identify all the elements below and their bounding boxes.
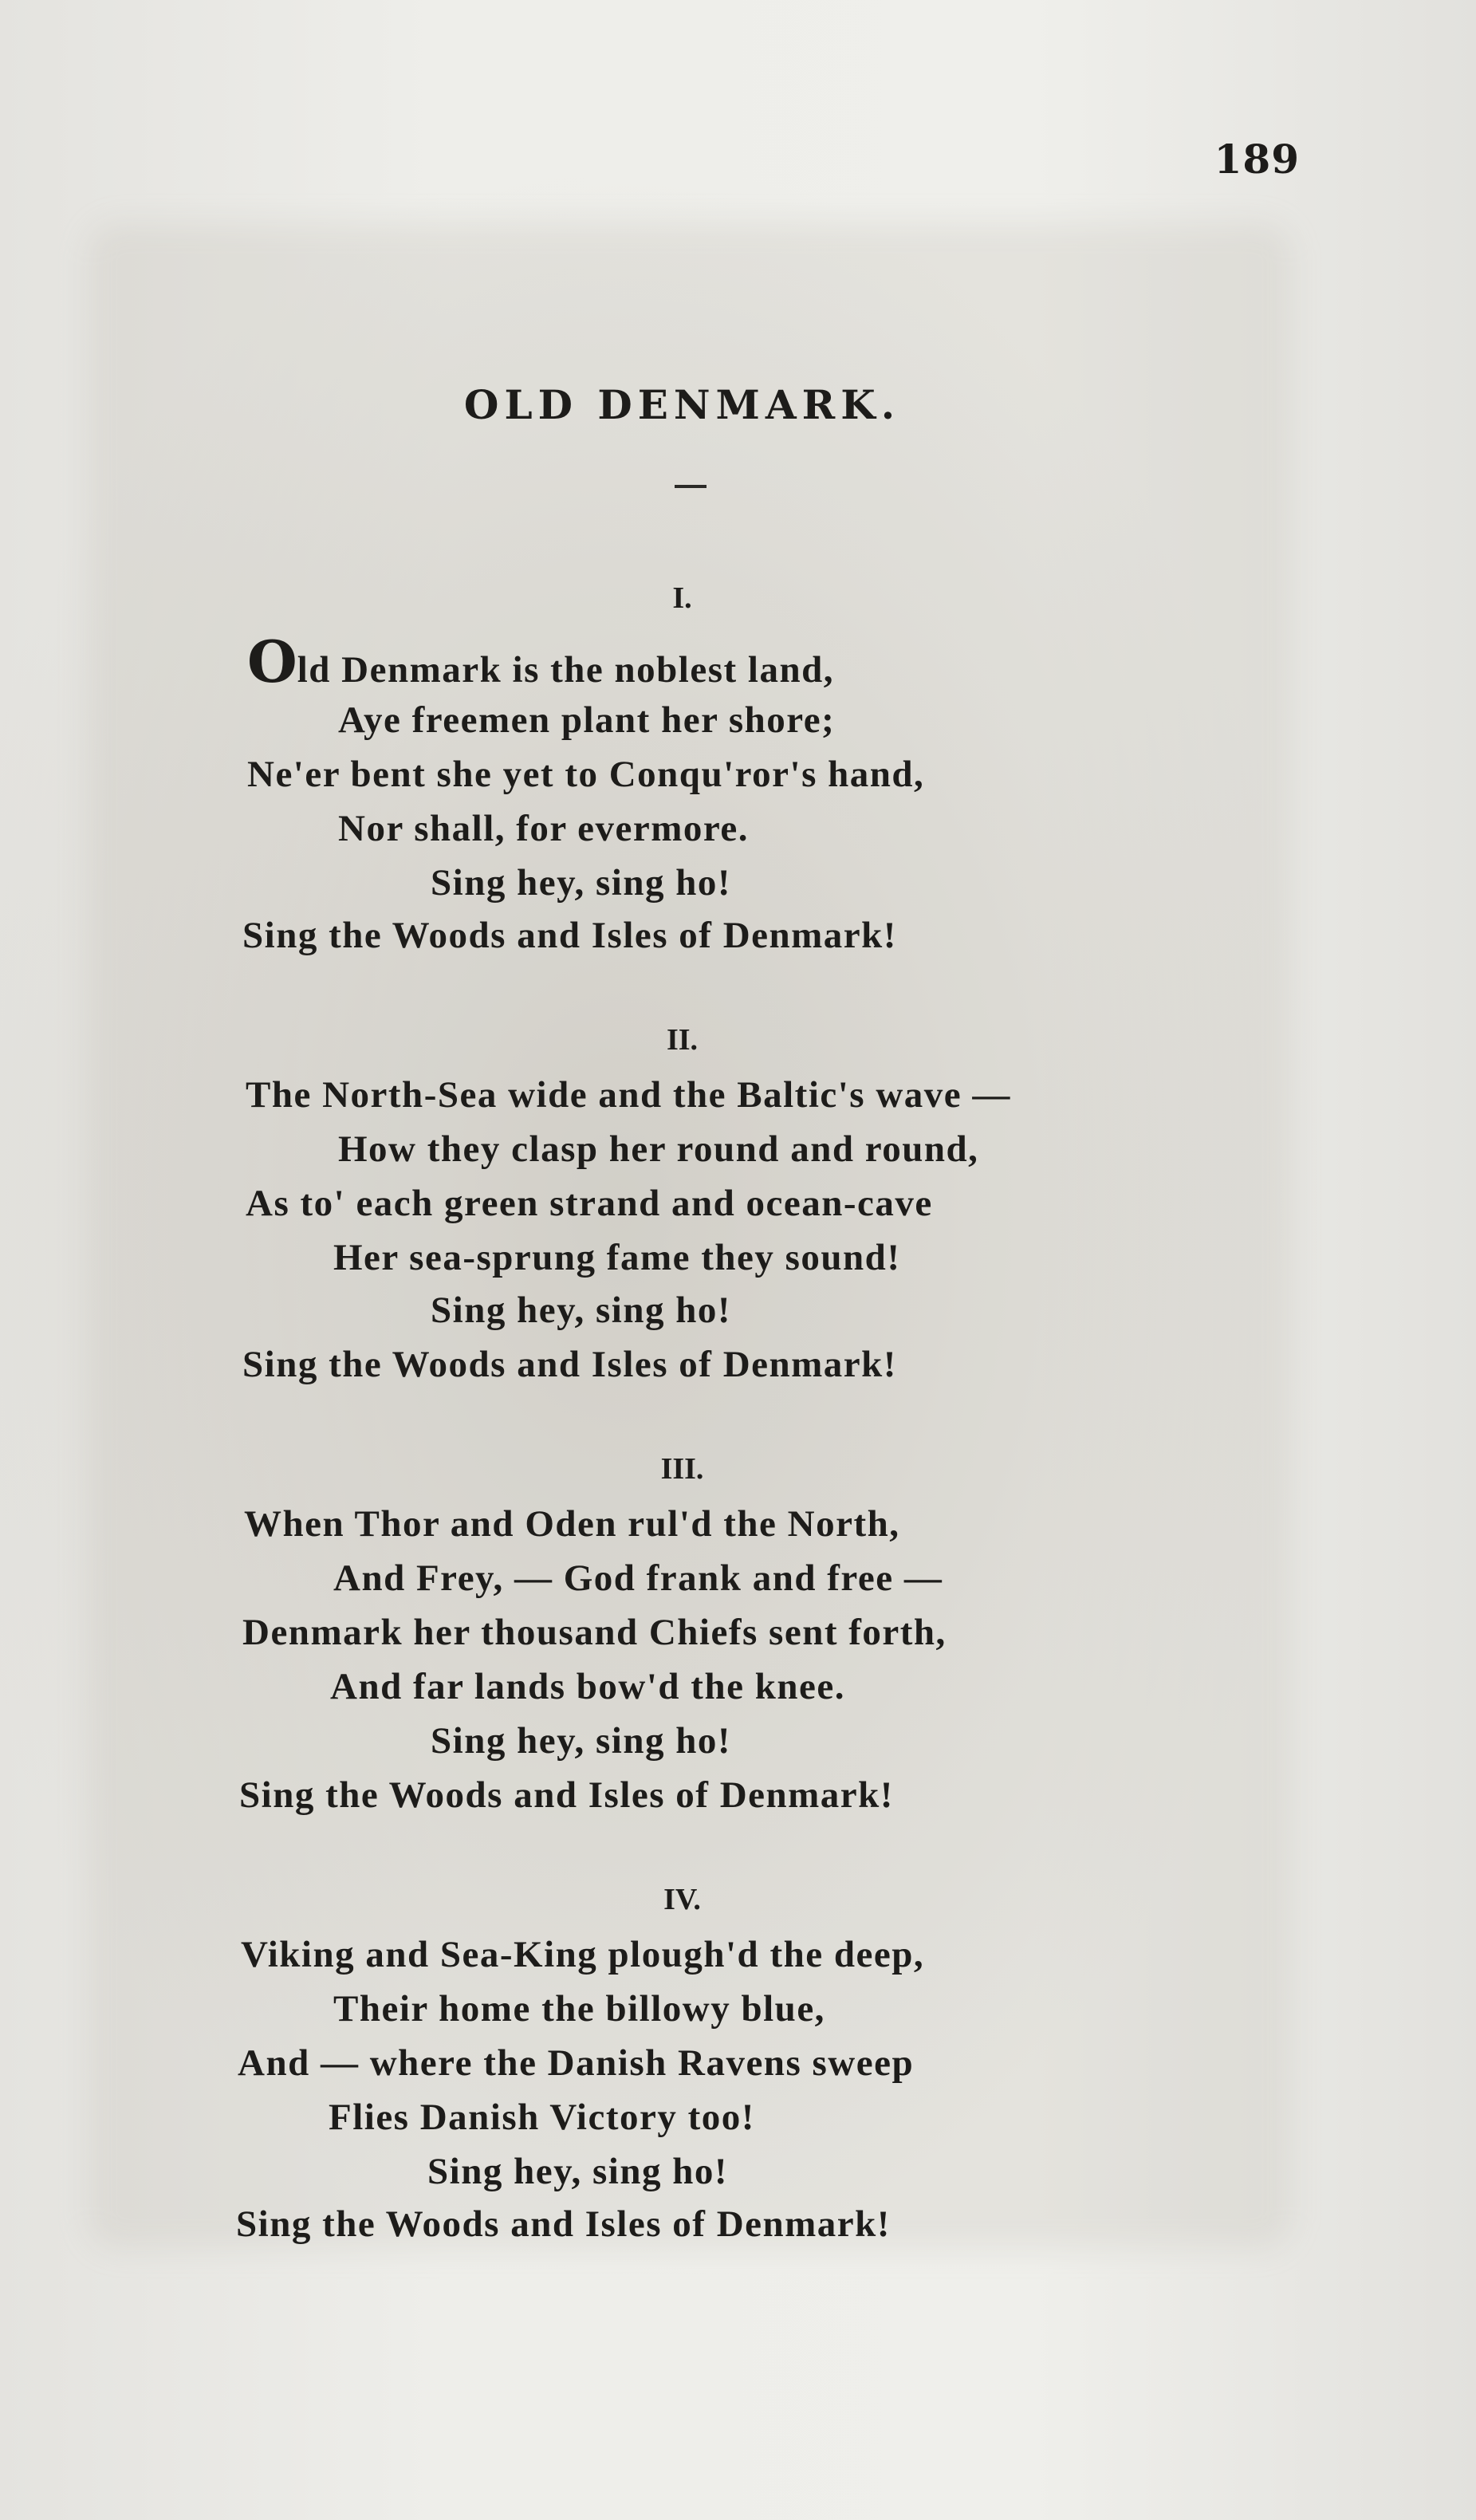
- refrain-line: Sing hey, sing ho!: [427, 2151, 729, 2192]
- verse-line: Her sea-sprung fame they sound!: [333, 1237, 901, 1278]
- verse-line: Denmark her thousand Chiefs sent forth,: [242, 1612, 947, 1653]
- verse-line: Aye freemen plant her shore;: [338, 699, 836, 741]
- stanza-number: II.: [666, 1023, 699, 1057]
- verse-line: When Thor and Oden rul'd the North,: [244, 1503, 900, 1545]
- verse-line: And Frey, — God frank and free —: [333, 1557, 943, 1599]
- verse-line: How they clasp her round and round,: [338, 1128, 979, 1170]
- verse-line: The North-Sea wide and the Baltic's wave —: [246, 1074, 1011, 1116]
- refrain-line: Sing the Woods and Isles of Denmark!: [236, 2203, 891, 2245]
- refrain-line: Sing the Woods and Isles of Denmark!: [242, 915, 897, 956]
- page-number: 189: [1214, 136, 1300, 183]
- stanza-number: I.: [672, 581, 692, 615]
- title-rule: [675, 485, 707, 488]
- verse-line: Flies Danish Victory too!: [329, 2097, 755, 2138]
- poem-title: OLD DENMARK.: [463, 381, 901, 428]
- verse-line: Nor shall, for evermore.: [338, 808, 750, 849]
- refrain-line: Sing hey, sing ho!: [431, 862, 732, 904]
- verse-line-text: ld Denmark is the noblest land,: [297, 649, 834, 691]
- stanza-number: IV.: [663, 1883, 701, 1916]
- verse-line: Their home the billowy blue,: [333, 1988, 825, 2030]
- verse-line: And far lands bow'd the knee.: [330, 1666, 845, 1707]
- refrain-line: Sing hey, sing ho!: [431, 1290, 732, 1331]
- drop-cap: O: [247, 628, 297, 695]
- verse-line: As to' each green strand and ocean-cave: [246, 1183, 933, 1224]
- verse-line: [247, 628, 834, 695]
- stanza-number: III.: [660, 1452, 704, 1486]
- refrain-line: Sing the Woods and Isles of Denmark!: [239, 1774, 894, 1816]
- verse-line: Viking and Sea-King plough'd the deep,: [241, 1934, 925, 1975]
- verse-line: Ne'er bent she yet to Conqu'ror's hand,: [247, 754, 925, 795]
- refrain-line: Sing hey, sing ho!: [431, 1720, 732, 1762]
- refrain-line: Sing the Woods and Isles of Denmark!: [242, 1344, 897, 1385]
- verse-line: And — where the Danish Ravens sweep: [238, 2042, 915, 2084]
